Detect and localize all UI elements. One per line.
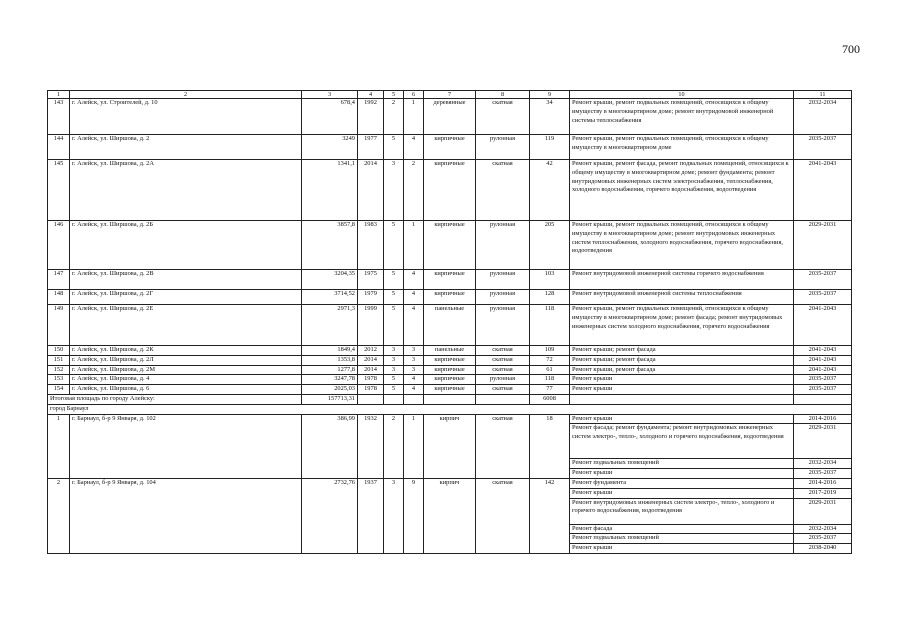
area-cell: 386,99 xyxy=(302,414,358,478)
residents-cell: 118 xyxy=(530,375,570,385)
period-cell: 2041-2043 xyxy=(794,365,852,375)
area-cell: 2732,76 xyxy=(302,478,358,553)
work-type-cell: Ремонт крыши; ремонт фасада xyxy=(570,355,794,365)
roof-type-cell: скатная xyxy=(476,385,530,395)
year-cell: 1977 xyxy=(358,135,384,160)
period-cell: 2041-2043 xyxy=(794,346,852,356)
col-header: 2 xyxy=(70,91,302,99)
floors-cell: 3 xyxy=(384,365,404,375)
year-cell: 1978 xyxy=(358,385,384,395)
work-type-cell: Ремонт подвальных помещений xyxy=(570,459,794,469)
wall-material-cell: кирпичные xyxy=(424,221,476,270)
entrances-cell: 1 xyxy=(404,99,424,135)
roof-type-cell: рулонная xyxy=(476,375,530,385)
col-header: 8 xyxy=(476,91,530,99)
row-number: 149 xyxy=(48,305,70,346)
wall-material-cell: кирпичные xyxy=(424,375,476,385)
section-title: город Барнаул xyxy=(48,404,852,414)
floors-cell: 5 xyxy=(384,375,404,385)
area-cell: 3247,78 xyxy=(302,375,358,385)
work-type-cell: Ремонт крыши, ремонт подвальных помещений, относящихся к общему имуществу в многоквартирном доме xyxy=(570,135,794,160)
empty-cell xyxy=(404,394,424,404)
wall-material-cell: панельные xyxy=(424,305,476,346)
roof-type-cell: рулонная xyxy=(476,135,530,160)
roof-type-cell: рулонная xyxy=(476,221,530,270)
address-cell: г. Алейск, ул. Ширшова, д. 2Е xyxy=(70,305,302,346)
empty-cell xyxy=(424,394,476,404)
row-number: 2 xyxy=(48,478,70,553)
address-cell: г. Алейск, ул. Ширшова, д. 2К xyxy=(70,346,302,356)
floors-cell: 3 xyxy=(384,160,404,221)
table-row xyxy=(48,135,852,160)
work-type-cell: Ремонт фасада; ремонт фундамента; ремонт внутридомовых инженерных систем электро-, тепло-, холодного и горячего водоснабжения, водоотведения xyxy=(570,424,794,459)
entrances-cell: 4 xyxy=(404,290,424,305)
col-header: 10 xyxy=(570,91,794,99)
work-type-cell: Ремонт крыши xyxy=(570,544,794,554)
empty-cell xyxy=(794,394,852,404)
residents-cell: 142 xyxy=(530,478,570,553)
entrances-cell: 4 xyxy=(404,270,424,290)
column-number-row xyxy=(48,91,852,99)
work-type-cell: Ремонт крыши, ремонт подвальных помещений, относящихся к общему имуществу в многоквартирном доме; ремонт фасада; ремонт внутридомовых инженерных систем холодного водоснабжения, горячего водоснабжения xyxy=(570,305,794,346)
entrances-cell: 3 xyxy=(404,355,424,365)
work-type-cell: Ремонт внутридомовой инженерной системы горячего водоснабжения xyxy=(570,270,794,290)
work-type-cell: Ремонт внутридомовых инженерных систем электро-, тепло-, холодного и горячего водоснабжения, водоотведения xyxy=(570,498,794,524)
period-cell: 2014-2016 xyxy=(794,414,852,424)
table-row xyxy=(48,355,852,365)
total-residents: 6008 xyxy=(530,394,570,404)
area-cell: 1353,8 xyxy=(302,355,358,365)
work-type-cell: Ремонт крыши, ремонт фасада xyxy=(570,365,794,375)
period-cell: 2014-2016 xyxy=(794,478,852,488)
col-header: 1 xyxy=(48,91,70,99)
address-cell: г. Алейск, ул. Ширшова, д. 2В xyxy=(70,270,302,290)
floors-cell: 5 xyxy=(384,385,404,395)
work-type-cell: Ремонт фасада xyxy=(570,524,794,534)
residents-cell: 42 xyxy=(530,160,570,221)
period-cell: 2038-2040 xyxy=(794,544,852,554)
empty-cell xyxy=(570,394,794,404)
area-cell: 3249 xyxy=(302,135,358,160)
row-number: 151 xyxy=(48,355,70,365)
address-cell: г. Барнаул, б-р 9 Января, д. 104 xyxy=(70,478,302,553)
total-area: 157713,31 xyxy=(302,394,358,404)
floors-cell: 3 xyxy=(384,478,404,553)
row-number: 148 xyxy=(48,290,70,305)
year-cell: 1932 xyxy=(358,414,384,478)
col-header: 5 xyxy=(384,91,404,99)
wall-material-cell: кирпич xyxy=(424,478,476,553)
period-cell: 2035-2037 xyxy=(794,135,852,160)
total-row xyxy=(48,394,852,404)
period-cell: 2032-2034 xyxy=(794,524,852,534)
year-cell: 1975 xyxy=(358,270,384,290)
entrances-cell: 3 xyxy=(404,365,424,375)
address-cell: г. Алейск, ул. Ширшова, д. 4 xyxy=(70,375,302,385)
floors-cell: 5 xyxy=(384,305,404,346)
residents-cell: 119 xyxy=(530,135,570,160)
floors-cell: 2 xyxy=(384,99,404,135)
roof-type-cell: скатная xyxy=(476,346,530,356)
wall-material-cell: кирпичные xyxy=(424,160,476,221)
row-number: 147 xyxy=(48,270,70,290)
residents-cell: 61 xyxy=(530,365,570,375)
area-cell: 1277,8 xyxy=(302,365,358,375)
period-cell: 2041-2043 xyxy=(794,305,852,346)
area-cell: 2971,3 xyxy=(302,305,358,346)
address-cell: г. Алейск, ул. Ширшова, д. 6 xyxy=(70,385,302,395)
table-row xyxy=(48,414,852,424)
row-number: 154 xyxy=(48,385,70,395)
table-row xyxy=(48,365,852,375)
year-cell: 1983 xyxy=(358,221,384,270)
area-cell: 2025,03 xyxy=(302,385,358,395)
roof-type-cell: скатная xyxy=(476,365,530,375)
roof-type-cell: рулонная xyxy=(476,290,530,305)
wall-material-cell: кирпич xyxy=(424,414,476,478)
table-row xyxy=(48,375,852,385)
entrances-cell: 2 xyxy=(404,160,424,221)
work-type-cell: Ремонт крыши xyxy=(570,385,794,395)
period-cell: 2035-2037 xyxy=(794,375,852,385)
work-type-cell: Ремонт подвальных помещений xyxy=(570,534,794,544)
floors-cell: 3 xyxy=(384,355,404,365)
floors-cell: 5 xyxy=(384,270,404,290)
residents-cell: 72 xyxy=(530,355,570,365)
roof-type-cell: скатная xyxy=(476,99,530,135)
work-type-cell: Ремонт крыши, ремонт фасада, ремонт подвальных помещений, относящихся к общему имуществу в многоквартирном доме; ремонт фундамента; ремонт внутридомовых инженерных систем электроснабжения, теплоснабжения, холодного водоснабжения, горячего водоснабжения, водоотведения xyxy=(570,160,794,221)
col-header: 11 xyxy=(794,91,852,99)
year-cell: 2014 xyxy=(358,355,384,365)
entrances-cell: 3 xyxy=(404,346,424,356)
period-cell: 2035-2037 xyxy=(794,270,852,290)
year-cell: 2012 xyxy=(358,346,384,356)
entrances-cell: 1 xyxy=(404,221,424,270)
year-cell: 1999 xyxy=(358,305,384,346)
period-cell: 2035-2037 xyxy=(794,534,852,544)
total-label: Итоговая площадь по городу Алейску: xyxy=(48,394,302,404)
row-number: 153 xyxy=(48,375,70,385)
empty-cell xyxy=(358,394,384,404)
table-row xyxy=(48,346,852,356)
residents-cell: 103 xyxy=(530,270,570,290)
wall-material-cell: кирпичные xyxy=(424,290,476,305)
wall-material-cell: панельные xyxy=(424,346,476,356)
table-row xyxy=(48,99,852,135)
row-number: 1 xyxy=(48,414,70,478)
table-row xyxy=(48,305,852,346)
wall-material-cell: кирпичные xyxy=(424,365,476,375)
roof-type-cell: скатная xyxy=(476,478,530,553)
area-cell: 1341,1 xyxy=(302,160,358,221)
table-row xyxy=(48,160,852,221)
area-cell: 3714,52 xyxy=(302,290,358,305)
area-cell: 678,4 xyxy=(302,99,358,135)
wall-material-cell: кирпичные xyxy=(424,355,476,365)
empty-cell xyxy=(476,394,530,404)
wall-material-cell: кирпичные xyxy=(424,135,476,160)
period-cell: 2029-2031 xyxy=(794,424,852,459)
page-number: 700 xyxy=(842,42,860,56)
table-row xyxy=(48,270,852,290)
entrances-cell: 4 xyxy=(404,375,424,385)
col-header: 9 xyxy=(530,91,570,99)
entrances-cell: 4 xyxy=(404,385,424,395)
col-header: 4 xyxy=(358,91,384,99)
work-type-cell: Ремонт крыши, ремонт подвальных помещений, относящихся к общему имуществу в многоквартирном доме; ремонт внутридомовой инженерной системы теплоснабжения xyxy=(570,99,794,135)
residents-cell: 109 xyxy=(530,346,570,356)
period-cell: 2035-2037 xyxy=(794,385,852,395)
period-cell: 2029-2031 xyxy=(794,498,852,524)
year-cell: 1979 xyxy=(358,290,384,305)
period-cell: 2032-2034 xyxy=(794,459,852,469)
period-cell: 2035-2037 xyxy=(794,469,852,479)
empty-cell xyxy=(384,394,404,404)
roof-type-cell: скатная xyxy=(476,355,530,365)
roof-type-cell: скатная xyxy=(476,414,530,478)
table-row xyxy=(48,385,852,395)
floors-cell: 3 xyxy=(384,346,404,356)
floors-cell: 5 xyxy=(384,290,404,305)
work-type-cell: Ремонт крыши xyxy=(570,375,794,385)
wall-material-cell: кирпичные xyxy=(424,385,476,395)
section-row xyxy=(48,404,852,414)
floors-cell: 2 xyxy=(384,414,404,478)
table-row xyxy=(48,221,852,270)
col-header: 7 xyxy=(424,91,476,99)
area-cell: 1849,4 xyxy=(302,346,358,356)
address-cell: г. Алейск, ул. Ширшова, д. 2Л xyxy=(70,355,302,365)
roof-type-cell: скатная xyxy=(476,160,530,221)
address-cell: г. Алейск, ул. Строителей, д. 10 xyxy=(70,99,302,135)
roof-type-cell: рулонная xyxy=(476,270,530,290)
work-type-cell: Ремонт крыши; ремонт фасада xyxy=(570,346,794,356)
wall-material-cell: кирпичные xyxy=(424,270,476,290)
col-header: 3 xyxy=(302,91,358,99)
col-header: 6 xyxy=(404,91,424,99)
year-cell: 2014 xyxy=(358,365,384,375)
address-cell: г. Алейск, ул. Ширшова, д. 2Б xyxy=(70,221,302,270)
row-number: 144 xyxy=(48,135,70,160)
entrances-cell: 1 xyxy=(404,414,424,478)
row-number: 145 xyxy=(48,160,70,221)
period-cell: 2041-2043 xyxy=(794,355,852,365)
residents-cell: 77 xyxy=(530,385,570,395)
floors-cell: 5 xyxy=(384,135,404,160)
work-type-cell: Ремонт крыши xyxy=(570,414,794,424)
work-type-cell: Ремонт крыши xyxy=(570,469,794,479)
work-type-cell: Ремонт крыши xyxy=(570,488,794,498)
period-cell: 2017-2019 xyxy=(794,488,852,498)
year-cell: 1992 xyxy=(358,99,384,135)
period-cell: 2029-2031 xyxy=(794,221,852,270)
address-cell: г. Алейск, ул. Ширшова, д. 2А xyxy=(70,160,302,221)
wall-material-cell: деревянные xyxy=(424,99,476,135)
floors-cell: 5 xyxy=(384,221,404,270)
entrances-cell: 4 xyxy=(404,305,424,346)
table-body xyxy=(48,91,852,554)
residents-cell: 128 xyxy=(530,290,570,305)
entrances-cell: 9 xyxy=(404,478,424,553)
year-cell: 1937 xyxy=(358,478,384,553)
row-number: 146 xyxy=(48,221,70,270)
year-cell: 1978 xyxy=(358,375,384,385)
work-type-cell: Ремонт крыши, ремонт подвальных помещений, относящихся к общему имуществу в многоквартирном доме; ремонт внутридомовых инженерных систем теплоснабжения, холодного водоснабжения, горячего водоснабжения, водоотведения xyxy=(570,221,794,270)
work-type-cell: Ремонт внутридомовой инженерной системы теплоснабжения xyxy=(570,290,794,305)
row-number: 150 xyxy=(48,346,70,356)
year-cell: 2014 xyxy=(358,160,384,221)
address-cell: г. Барнаул, б-р 9 Января, д. 102 xyxy=(70,414,302,478)
work-type-cell: Ремонт фундамента xyxy=(570,478,794,488)
address-cell: г. Алейск, ул. Ширшова, д. 2 xyxy=(70,135,302,160)
period-cell: 2032-2034 xyxy=(794,99,852,135)
repair-schedule-table xyxy=(47,90,852,554)
table-row xyxy=(48,290,852,305)
period-cell: 2041-2043 xyxy=(794,160,852,221)
table-row xyxy=(48,478,852,488)
roof-type-cell: рулонная xyxy=(476,305,530,346)
row-number: 143 xyxy=(48,99,70,135)
row-number: 152 xyxy=(48,365,70,375)
entrances-cell: 4 xyxy=(404,135,424,160)
residents-cell: 205 xyxy=(530,221,570,270)
residents-cell: 34 xyxy=(530,99,570,135)
residents-cell: 18 xyxy=(530,414,570,478)
area-cell: 3857,8 xyxy=(302,221,358,270)
period-cell: 2035-2037 xyxy=(794,290,852,305)
address-cell: г. Алейск, ул. Ширшова, д. 2М xyxy=(70,365,302,375)
area-cell: 3204,35 xyxy=(302,270,358,290)
residents-cell: 118 xyxy=(530,305,570,346)
address-cell: г. Алейск, ул. Ширшова, д. 2Г xyxy=(70,290,302,305)
